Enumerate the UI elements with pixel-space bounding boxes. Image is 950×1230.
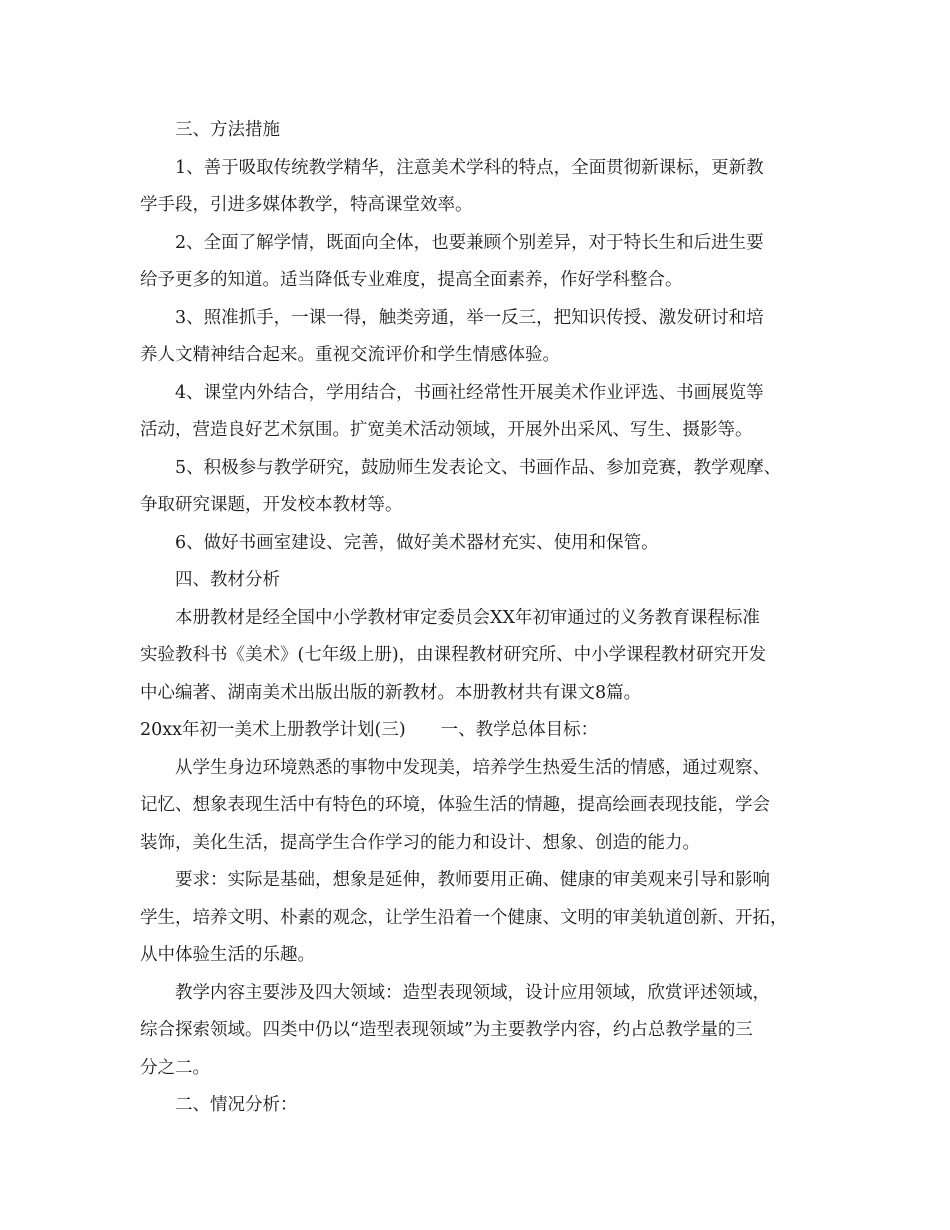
paragraph-line: 6、做好书画室建设、完善，做好美术器材充实、使用和保管。	[175, 533, 659, 553]
paragraph-line: 记忆、想象表现生活中有特色的环境，体验生活的情趣，提高绘画表现技能，学会	[140, 795, 770, 815]
paragraph-line: 学生，培养文明、朴素的观念，让学生沿着一个健康、文明的审美轨道创新、开拓，	[140, 908, 788, 928]
paragraph-line: 从学生身边环境熟悉的事物中发现美，培养学生热爱生活的情感，通过观察、	[175, 758, 770, 778]
section-title-plan-three: 20xx年初一美术上册教学计划(三) 一、教学总体目标：	[140, 720, 599, 740]
paragraph-line: 实验教科书《美术》(七年级上册)，由课程教材研究所、中小学课程教材研究开发	[140, 645, 767, 665]
paragraph-line: 2、全面了解学情，既面向全体，也要兼顾个别差异，对于特长生和后进生要	[175, 233, 764, 253]
paragraph-line: 3、照准抓手，一课一得，触类旁通，举一反三，把知识传授、激发研讨和培	[175, 308, 764, 328]
paragraph-line: 综合探索领域。四类中仍以“造型表现领域”为主要教学内容，约占总教学量的三	[140, 1020, 753, 1040]
paragraph-line: 养人文精神结合起来。重视交流评价和学生情感体验。	[140, 345, 560, 365]
paragraph-line: 4、课堂内外结合，学用结合，书画社经常性开展美术作业评选、书画展览等	[175, 383, 764, 403]
paragraph-line: 学手段，引进多媒体教学，特高课堂效率。	[140, 195, 473, 215]
paragraph-line: 装饰，美化生活，提高学生合作学习的能力和设计、想象、创造的能力。	[140, 833, 700, 853]
heading-situation: 二、情况分析：	[175, 1095, 298, 1115]
paragraph-line: 争取研究课题，开发校本教材等。	[140, 495, 403, 515]
heading-methods: 三、方法措施	[175, 120, 280, 140]
paragraph-line: 教学内容主要涉及四大领域：造型表现领域，设计应用领域，欣赏评述领域，	[175, 983, 770, 1003]
paragraph-line: 活动，营造良好艺术氛围。扩宽美术活动领域，开展外出采风、写生、摄影等。	[140, 420, 753, 440]
paragraph-line: 分之二。	[140, 1058, 210, 1078]
paragraph-line: 从中体验生活的乐趣。	[140, 945, 315, 965]
paragraph-line: 1、善于吸取传统教学精华，注意美术学科的特点，全面贯彻新课标，更新教	[175, 158, 764, 178]
paragraph-line: 5、积极参与教学研究，鼓励师生发表论文、书画作品、参加竞赛，教学观摩、	[175, 458, 782, 478]
paragraph-line: 要求：实际是基础，想象是延伸，教师要用正确、健康的审美观来引导和影响	[175, 870, 770, 890]
heading-material: 四、教材分析	[175, 570, 280, 590]
paragraph-line: 给予更多的知道。适当降低专业难度，提高全面素养，作好学科整合。	[140, 270, 683, 290]
paragraph-line: 本册教材是经全国中小学教材审定委员会XX年初审通过的义务教育课程标准	[175, 608, 760, 628]
paragraph-line: 中心编著、湖南美术出版出版的新教材。本册教材共有课文8篇。	[140, 683, 642, 703]
